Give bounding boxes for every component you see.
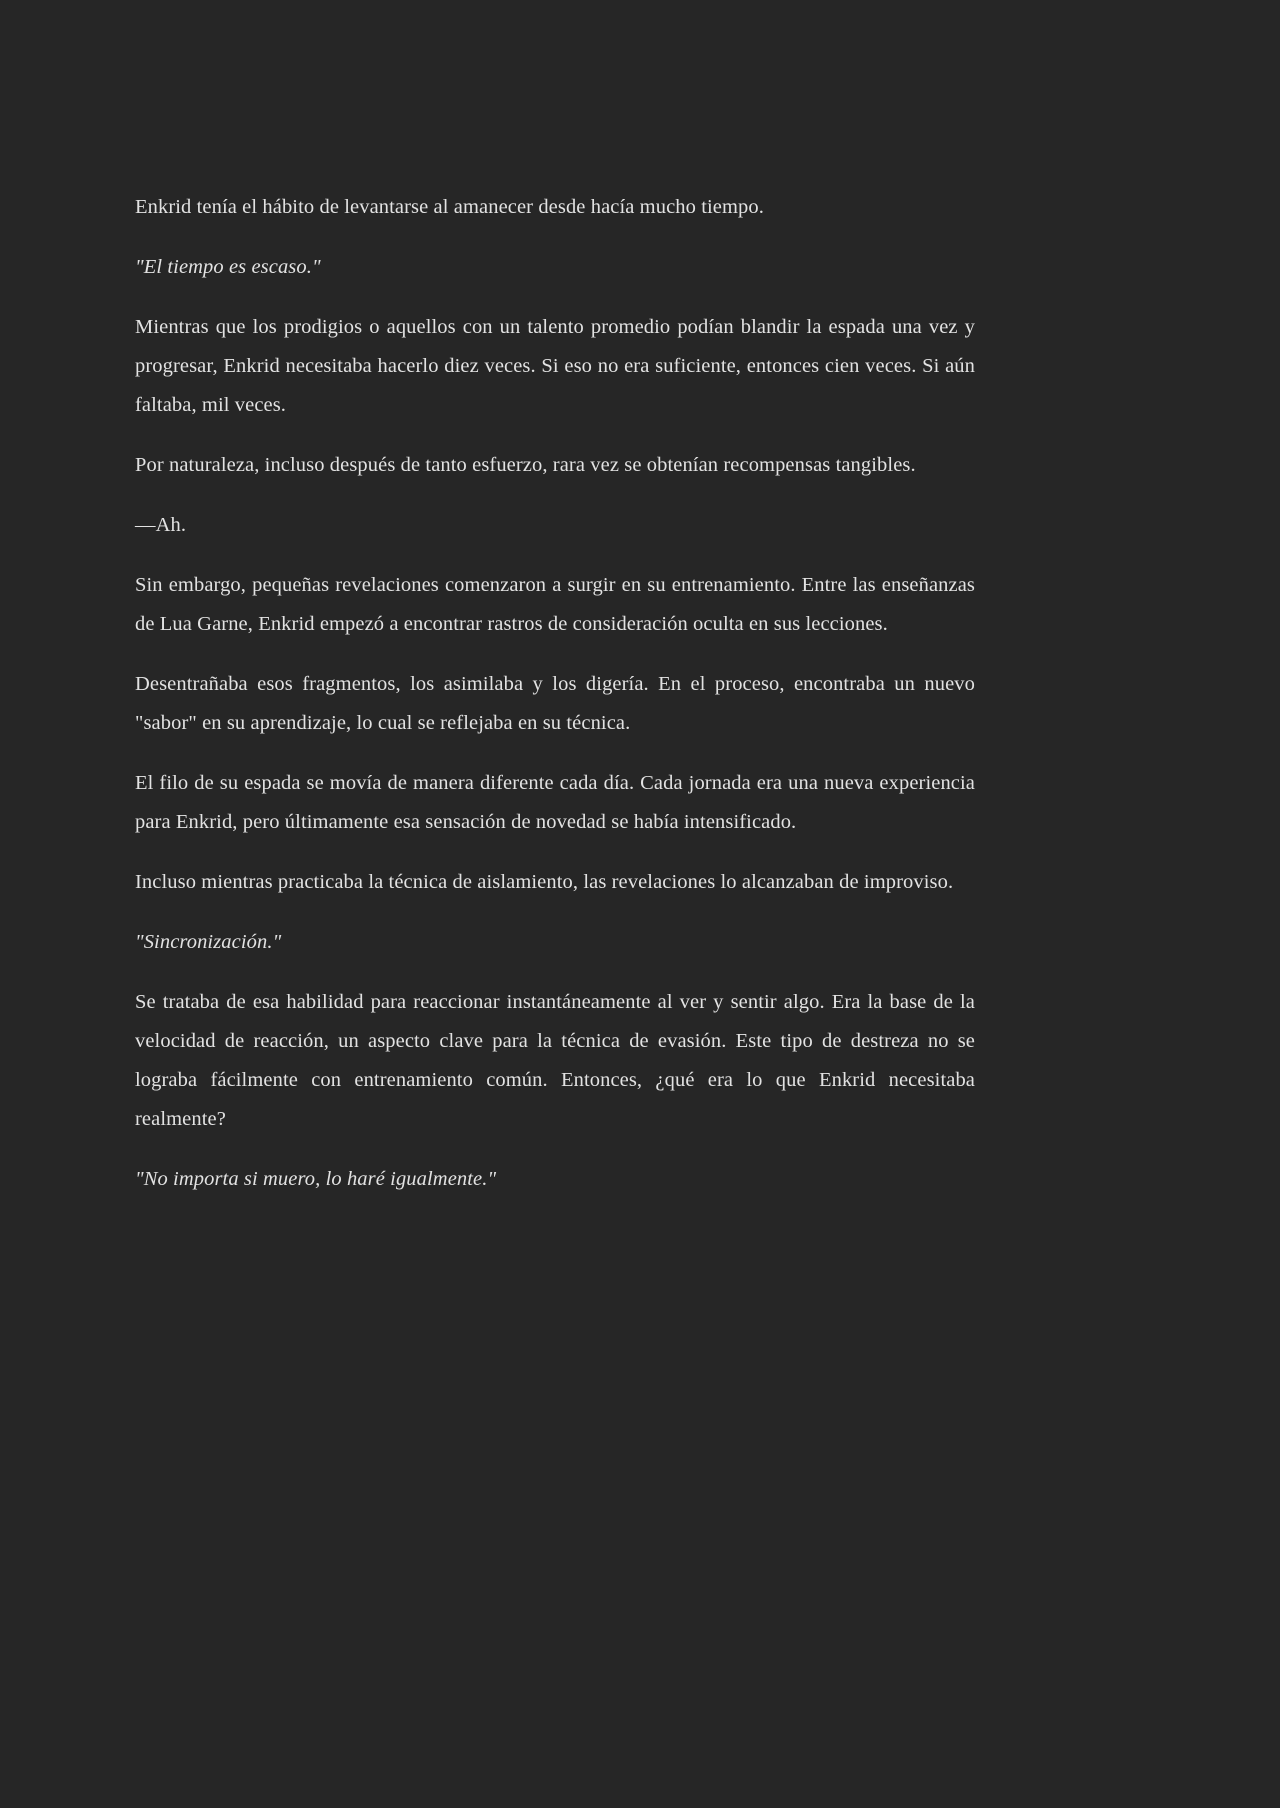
- paragraph: El filo de su espada se movía de manera diferente cada día. Cada jornada era una nueva experiencia para Enkrid, pero últimamente esa sensación de novedad se había intensificado.: [135, 772, 975, 833]
- paragraph: Enkrid tenía el hábito de levantarse al amanecer desde hacía mucho tiempo.: [135, 196, 764, 218]
- paragraph: Se trataba de esa habilidad para reaccionar instantáneamente al ver y sentir algo. Era la base de la velocidad de reacción, un aspecto clave para la técnica de evasión. Este tipo de destreza no se lograba fácilmente con entrenamiento común. Entonces, ¿qué era lo que Enkrid necesitaba realmente?: [135, 991, 975, 1130]
- paragraph: Mientras que los prodigios o aquellos con un talento promedio podían blandir la espada una vez y progresar, Enkrid necesitaba hacerlo diez veces. Si eso no era suficiente, entonces cien veces. Si aún faltaba, mil veces.: [135, 316, 975, 416]
- paragraph: —Ah.: [135, 514, 187, 536]
- paragraph: Por naturaleza, incluso después de tanto esfuerzo, rara vez se obtenían recompensas tangibles.: [135, 454, 916, 476]
- paragraph-quote: "No importa si muero, lo haré igualmente.": [135, 1168, 497, 1190]
- paragraph: Desentrañaba esos fragmentos, los asimilaba y los digería. En el proceso, encontraba un nuevo "sabor" en su aprendizaje, lo cual se reflejaba en su técnica.: [135, 673, 975, 734]
- paragraph: Incluso mientras practicaba la técnica de aislamiento, las revelaciones lo alcanzaban de improviso.: [135, 871, 954, 893]
- paragraph-quote: "Sincronización.": [135, 931, 282, 953]
- paragraph: Sin embargo, pequeñas revelaciones comenzaron a surgir en su entrenamiento. Entre las enseñanzas de Lua Garne, Enkrid empezó a encontrar rastros de consideración oculta en sus lecciones.: [135, 574, 975, 635]
- paragraph-quote: "El tiempo es escaso.": [135, 256, 321, 278]
